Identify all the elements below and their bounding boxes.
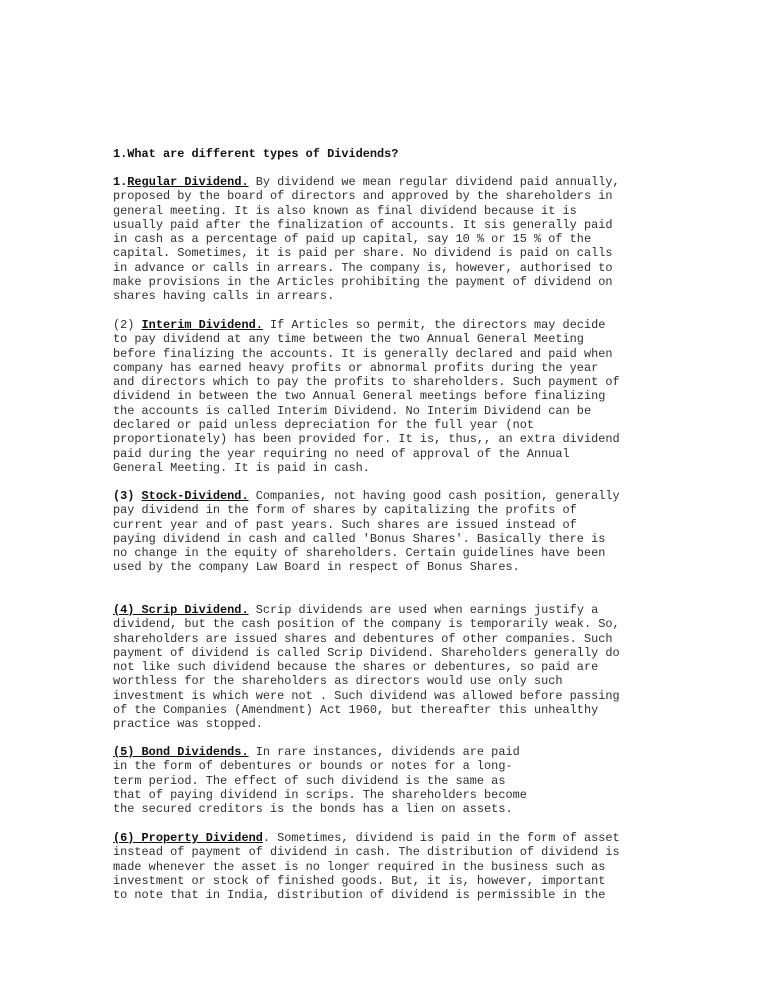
text-line: make provisions in the Articles prohibiting the payment of dividend on <box>113 275 613 290</box>
text-line: and directors which to pay the profits to shareholders. Such payment of <box>113 375 620 390</box>
section-stock-dividend <box>113 489 653 575</box>
text-line: paid during the year requiring no need of approval of the Annual <box>113 446 570 461</box>
text-line: in cash as a percentage of paid up capital, say 10 % or 15 % of the <box>113 232 592 247</box>
text-line: company has earned heavy profits or abnormal profits during the year <box>113 360 599 375</box>
text-line: the secured creditors is the bonds has a lien on assets. <box>113 802 513 817</box>
text-line: worthless for the shareholders as directors would use only such <box>113 674 563 689</box>
text-line: that of paying dividend in scrips. The shareholders become <box>113 787 527 802</box>
section-text: . Sometimes, dividend is paid in the form of asset <box>262 831 620 845</box>
section-first-line <box>113 745 653 759</box>
section-first-line <box>113 489 653 503</box>
section-interim-dividend <box>113 318 653 475</box>
text-line: to note that in India, distribution of dividend is permissible in the <box>113 888 606 903</box>
section-number: (2) <box>113 318 142 332</box>
text-line: not like such dividend because the shares or debentures, so paid are <box>113 660 599 675</box>
text-line: instead of payment of dividend in cash. The distribution of dividend is <box>113 845 620 860</box>
text-line: term period. The effect of such dividend is the same as <box>113 773 506 788</box>
text-line: practice was stopped. <box>113 717 263 732</box>
text-line: dividend, but the cash position of the company is temporarily weak. So, <box>113 617 620 632</box>
section-regular-dividend <box>113 175 653 304</box>
section-first-line <box>113 318 653 332</box>
text-line: shareholders are issued shares and debentures of other companies. Such <box>113 631 613 646</box>
text-line: proposed by the board of directors and approved by the shareholders in <box>113 189 613 204</box>
section-text: If Articles so permit, the directors may decide <box>262 318 606 332</box>
text-line: usually paid after the finalization of accounts. It sis generally paid <box>113 217 613 232</box>
section-heading: Interim Dividend. <box>141 318 263 332</box>
text-line: shares having calls in arrears. <box>113 289 335 304</box>
question-title: 1.What are different types of Dividends? <box>113 147 399 161</box>
text-line: dividend in between the two Annual General meetings before finalizing <box>113 389 606 404</box>
text-line: capital. Sometimes, it is paid per share. No dividend is paid on calls <box>113 246 613 261</box>
section-heading: (6) Property Dividend <box>113 831 263 845</box>
text-line: declared or paid unless depreciation for the full year (not <box>113 418 534 433</box>
section-text: By dividend we mean regular dividend paid annually, <box>248 175 620 189</box>
text-line: investment is which were not . Such dividend was allowed before passing <box>113 688 620 703</box>
section-first-line <box>113 603 653 617</box>
text-line: in advance or calls in arrears. The company is, however, authorised to <box>113 260 613 275</box>
text-line: proportionately) has been provided for. It is, thus,, an extra dividend <box>113 432 620 447</box>
section-bond-dividends <box>113 745 653 816</box>
text-line: the accounts is called Interim Dividend. No Interim Dividend can be <box>113 403 592 418</box>
text-line: to pay dividend at any time between the two Annual General Meeting <box>113 332 584 347</box>
section-first-line <box>113 831 653 845</box>
text-line: paying dividend in cash and called 'Bonus Shares'. Basically there is <box>113 531 606 546</box>
section-heading: (4) Scrip Dividend. <box>113 603 249 617</box>
section-text: Scrip dividends are used when earnings justify a <box>248 603 599 617</box>
section-text: Companies, not having good cash position, generally <box>248 489 620 503</box>
text-line: made whenever the asset is no longer required in the business such as <box>113 859 606 874</box>
text-line: no change in the equity of shareholders. Certain guidelines have been <box>113 546 606 561</box>
text-line: used by the company Law Board in respect of Bonus Shares. <box>113 560 520 575</box>
section-property-dividend <box>113 831 653 902</box>
text-line: current year and of past years. Such shares are issued instead of <box>113 517 577 532</box>
text-line: investment or stock of finished goods. But, it is, however, important <box>113 873 606 888</box>
text-line: of the Companies (Amendment) Act 1960, but thereafter this unhealthy <box>113 703 599 718</box>
section-number: (3) <box>113 489 142 503</box>
section-number: 1. <box>113 175 128 189</box>
section-scrip-dividend <box>113 603 653 732</box>
text-line: pay dividend in the form of shares by capitalizing the profits of <box>113 503 577 518</box>
section-heading: Stock-Dividend. <box>141 489 249 503</box>
text-line: General Meeting. It is paid in cash. <box>113 460 370 475</box>
section-first-line <box>113 175 653 189</box>
text-line: general meeting. It is also known as final dividend because it is <box>113 203 577 218</box>
text-line: before finalizing the accounts. It is generally declared and paid when <box>113 346 613 361</box>
section-heading: (5) Bond Dividends. <box>113 745 249 759</box>
section-heading: Regular Dividend. <box>127 175 249 189</box>
section-text: In rare instances, dividends are paid <box>248 745 520 759</box>
text-line: in the form of debentures or bounds or notes for a long- <box>113 759 513 774</box>
text-line: payment of dividend is called Scrip Dividend. Shareholders generally do <box>113 645 620 660</box>
